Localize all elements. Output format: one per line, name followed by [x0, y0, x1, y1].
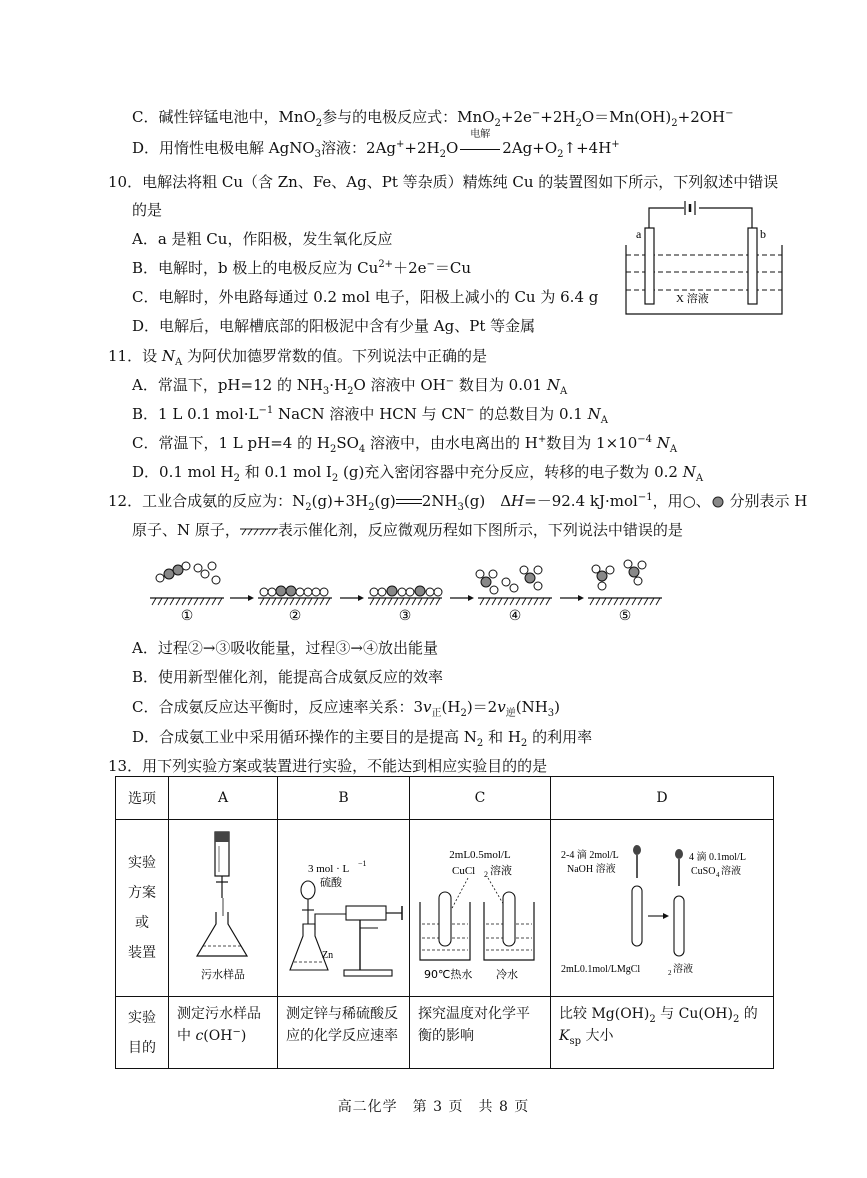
svg-text:b: b [760, 227, 766, 241]
q11-option-d[interactable]: D．0.1 mol $H_2$ 和 0.1 mol $I_2$ (g)充入密闭容器中充分反应，转移的电子数为 0.2 $N_A$ [132, 463, 704, 484]
electrolysis-arrow: 电解 [458, 138, 502, 158]
svg-text:90℃热水: 90℃热水 [424, 968, 473, 981]
q10-stem-line2: 的是 [132, 201, 163, 219]
n-atom-icon [711, 496, 725, 508]
svg-text:冷水: 冷水 [496, 968, 518, 981]
dropper-left-icon [633, 845, 641, 855]
svg-text:NaOH 溶液: NaOH 溶液 [567, 864, 616, 875]
q10-option-d[interactable]: D．电解后，电解槽底部的阳极泥中含有少量 Ag、Pt 等金属 [132, 317, 536, 335]
electrolysis-cell-figure [624, 200, 784, 318]
header-a: A [169, 777, 278, 820]
svg-text:2-4 滴 2mol/L: 2-4 滴 2mol/L [561, 850, 619, 861]
svg-text:−1: −1 [358, 859, 367, 868]
step-5 [588, 560, 662, 605]
purpose-d: 比较 $Mg(OH)_2$ 与 $Cu(OH)_2$ 的 $K_{sp}$ 大小 [551, 997, 774, 1069]
q12-option-b[interactable]: B．使用新型催化剂，能提高合成氨反应的效率 [132, 668, 444, 686]
dropper-right-icon [675, 849, 683, 859]
step-label-2: ② [288, 608, 302, 624]
svg-text:X 溶液: X 溶液 [676, 293, 709, 305]
setup-a-cell [169, 820, 278, 997]
header-d: D [551, 777, 774, 820]
conical-flask-icon [290, 924, 328, 970]
q13-stem: 13．用下列实验方案或装置进行实验，不能达到相应实验目的的是 [108, 757, 548, 775]
header-option: 选项 [116, 777, 169, 820]
purpose-a: 测定污水样品 中 c(OH−) [169, 997, 278, 1069]
setup-c-cell [410, 820, 551, 997]
svg-text:2mL0.1mol/LMgCl: 2mL0.1mol/LMgCl [561, 964, 641, 975]
svg-text:硫酸: 硫酸 [320, 876, 342, 889]
reaction-process-figure [150, 558, 670, 624]
page-footer: 高二化学 第 3 页 共 8 页 [337, 1099, 530, 1115]
svg-text:溶液: 溶液 [673, 964, 693, 975]
table-row-setup [116, 820, 774, 997]
q12-option-c[interactable]: C．合成氨反应达平衡时，反应速率关系：$3v_正(H_2)=2v_逆(NH_3)$ [132, 698, 561, 719]
funnel-icon [301, 881, 315, 899]
gas-syringe-figure [278, 820, 409, 992]
q12-option-a[interactable]: A．过程②→③吸收能量，过程③→④放出能量 [132, 639, 438, 657]
header-c: C [410, 777, 551, 820]
setup-d-cell [551, 820, 774, 997]
step-label-4: ④ [508, 608, 522, 624]
step-4 [476, 566, 552, 605]
table-row-purpose [116, 997, 774, 1069]
svg-text:溶液: 溶液 [721, 866, 741, 877]
temperature-equilibrium-figure [410, 820, 550, 992]
svg-text:Zn: Zn [322, 950, 334, 961]
svg-text:CuCl: CuCl [452, 865, 476, 877]
q11-stem: 11．设 $N_A$ 为阿伏加德罗常数的值。下列说法中正确的是 [108, 347, 487, 368]
table-header-row [116, 777, 774, 820]
q9-option-c[interactable]: C．碱性锌锰电池中，MnO$_2$参与的电极反应式：$MnO_2+2e^-+2H_2O=Mn(OH)_2+2OH^-$ [132, 108, 734, 129]
q10-option-a[interactable]: A．a 是粗 Cu，作阳极，发生氧化反应 [132, 230, 393, 248]
q12-option-d[interactable]: D．合成氨工业中采用循环操作的主要目的是提高 $N_2$ 和 $H_2$ 的利用率 [132, 728, 593, 749]
svg-text:CuSO: CuSO [691, 866, 716, 877]
svg-text:3 mol · L: 3 mol · L [308, 863, 350, 875]
test-tube-2-icon [674, 896, 684, 956]
experiment-table [115, 776, 774, 1069]
q10-option-b[interactable]: B．电解时，b 极上的电极反应为 $Cu^{2+}+2e^-=Cu$ [132, 259, 472, 277]
q9-option-d[interactable]: D．用惰性电极电解 AgNO$_3$溶液：$2Ag^++2H_2O$ 电解 $2Ag+O_2↑+4H^+$ [132, 129, 620, 160]
q10-stem-line1: 10．电解法将粗 Cu（含 Zn、Fe、Ag、Pt 等杂质）精炼纯 Cu 的装置图如下所示，下列叙述中错误 [108, 173, 779, 191]
svg-text:4 滴 0.1mol/L: 4 滴 0.1mol/L [689, 852, 746, 863]
row-label-purpose: 实验 目的 [116, 997, 169, 1069]
precipitation-figure [551, 820, 773, 992]
equilibrium-arrow-icon [396, 497, 422, 507]
q12-stem-line1: 12．工业合成氨的反应为：$N_2(g)+3H_2(g)$ $2NH_3(g)$ ΔH=－92.4 kJ·mol$^{-1}$，用○、 分别表示 H [108, 492, 808, 513]
q11-option-a[interactable]: A．常温下，pH=12 的 $NH_3\cdot H_2O$ 溶液中 OH− 数目为 0.01 $N_A$ [132, 376, 568, 397]
svg-text:2: 2 [668, 969, 672, 977]
setup-b-cell [278, 820, 410, 997]
q11-option-b[interactable]: B．1 L 0.1 $mol\cdot L^{-1}$ NaCN 溶液中 HCN 与 CN− 的总数目为 0.1 $N_A$ [132, 405, 608, 426]
q12-stem-line2: 原子、N 原子， 表示催化剂，反应微观历程如下图所示，下列说法中错误的是 [132, 521, 683, 539]
svg-text:a: a [636, 227, 642, 241]
step-1 [150, 562, 224, 605]
step-label-1: ① [180, 608, 194, 624]
syringe-icon [346, 906, 386, 920]
purpose-b: 测定锌与稀硫酸反应的化学反应速率 [278, 997, 410, 1069]
svg-text:2: 2 [484, 870, 488, 879]
catalyst-icon [240, 526, 278, 536]
step-3 [368, 586, 442, 605]
svg-text:溶液: 溶液 [490, 864, 512, 877]
electrode-a [645, 228, 654, 304]
test-tube-1-icon [632, 886, 642, 946]
purpose-c: 探究温度对化学平衡的影响 [410, 997, 551, 1069]
header-b: B [278, 777, 410, 820]
q11-option-c[interactable]: C．常温下，1 L pH=4 的 $H_2SO_4$ 溶液中，由水电离出的 H+数目为 $1\times 10^{-4}$ $N_A$ [132, 434, 678, 455]
titration-figure [169, 820, 277, 992]
electrode-b [748, 228, 757, 304]
step-label-3: ③ [398, 608, 412, 624]
flask-icon [197, 912, 247, 956]
svg-text:污水样品: 污水样品 [201, 968, 245, 981]
q10-option-c[interactable]: C．电解时，外电路每通过 0.2 mol 电子，阳极上减小的 Cu 为 6.4 g [132, 288, 599, 306]
step-label-5: ⑤ [618, 608, 632, 624]
row-label-setup: 实验 方案 或 装置 [116, 820, 169, 997]
svg-text:4: 4 [716, 871, 720, 879]
svg-text:2mL0.5mol/L: 2mL0.5mol/L [449, 849, 511, 861]
step-2 [258, 586, 332, 605]
